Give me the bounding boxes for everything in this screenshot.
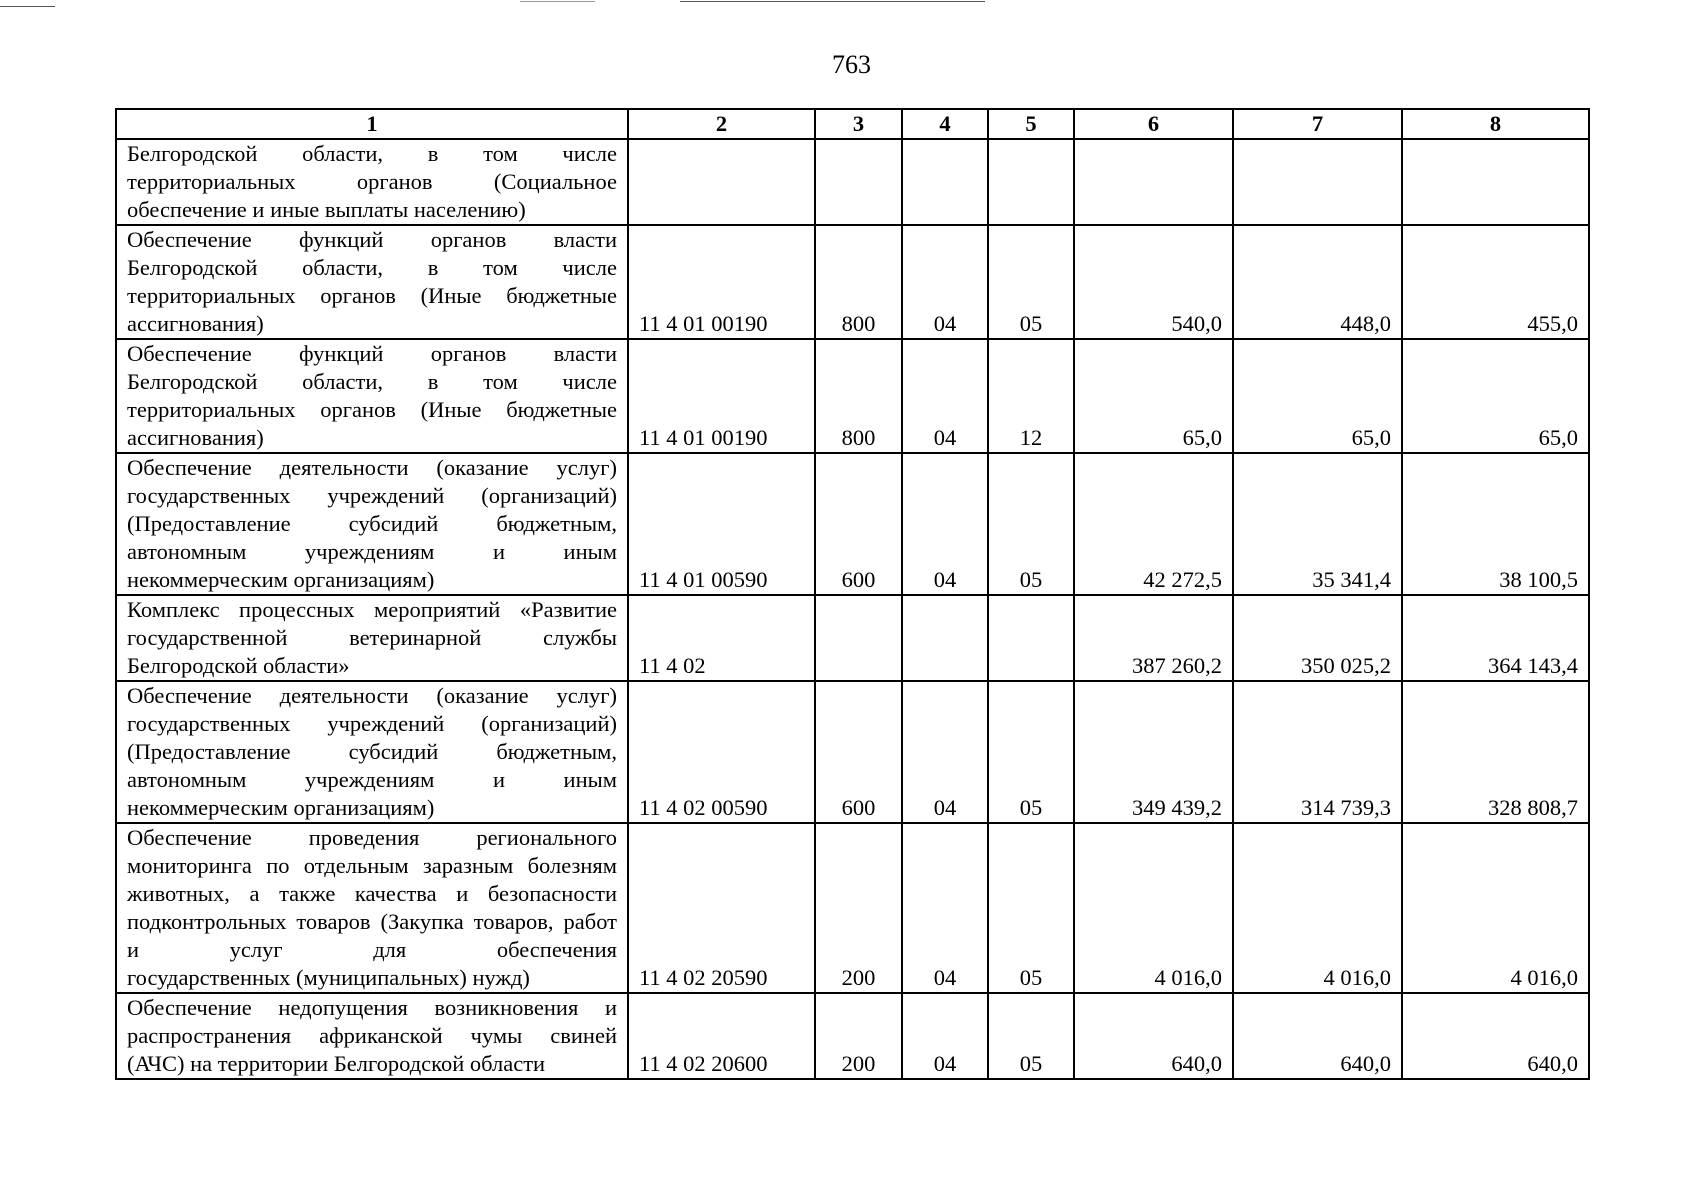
expense-type-cell: 600 — [815, 453, 902, 595]
header-cell: 7 — [1233, 109, 1402, 139]
description-line: Комплекс процессных мероприятий «Развитие — [127, 597, 617, 622]
header-cell: 2 — [628, 109, 815, 139]
section-cell: 04 — [902, 453, 988, 595]
description-line: территориальных органов (Социальное — [127, 169, 617, 194]
row-description — [116, 453, 628, 595]
row-description — [116, 139, 628, 225]
code-cell: 11 4 02 — [628, 595, 815, 681]
table-row — [116, 823, 1589, 993]
description-line: Белгородской области, в том числе — [127, 255, 617, 280]
expense-type-cell — [815, 139, 902, 225]
table-row — [116, 339, 1589, 453]
description-line: животных, а также качества и безопасности — [127, 881, 617, 906]
description-line: ассигнования) — [127, 311, 264, 336]
amount-cell: 350 025,2 — [1233, 595, 1402, 681]
amount-cell: 364 143,4 — [1402, 595, 1589, 681]
amount-cell: 35 341,4 — [1233, 453, 1402, 595]
amount-cell: 448,0 — [1233, 225, 1402, 339]
row-description — [116, 339, 628, 453]
amount-cell: 65,0 — [1233, 339, 1402, 453]
amount-cell: 640,0 — [1074, 993, 1233, 1079]
description-line: Обеспечение проведения регионального — [127, 825, 617, 850]
code-cell — [628, 139, 815, 225]
description-line: Белгородской области, в том числе — [127, 369, 617, 394]
description-line: автономным учреждениям и иным — [127, 767, 617, 792]
row-description — [116, 225, 628, 339]
amount-cell: 314 739,3 — [1233, 681, 1402, 823]
amount-cell: 42 272,5 — [1074, 453, 1233, 595]
section-cell: 04 — [902, 225, 988, 339]
table-row — [116, 993, 1589, 1079]
amount-cell: 4 016,0 — [1074, 823, 1233, 993]
section-cell: 04 — [902, 823, 988, 993]
description-line: территориальных органов (Иные бюджетные — [127, 397, 617, 422]
amount-cell — [1074, 139, 1233, 225]
description-line: (АЧС) на территории Белгородской области — [127, 1051, 546, 1076]
description-line: государственных учреждений (организаций) — [127, 711, 617, 736]
description-line: Обеспечение функций органов власти — [127, 341, 617, 366]
code-cell: 11 4 01 00190 — [628, 339, 815, 453]
header-cell: 5 — [988, 109, 1074, 139]
expense-type-cell: 800 — [815, 225, 902, 339]
budget-table — [115, 108, 1590, 1080]
amount-cell: 65,0 — [1402, 339, 1589, 453]
scan-artifact-line — [680, 1, 985, 2]
table-row — [116, 681, 1589, 823]
subsection-cell: 05 — [988, 823, 1074, 993]
amount-cell — [1402, 139, 1589, 225]
header-cell: 1 — [116, 109, 628, 139]
amount-cell: 349 439,2 — [1074, 681, 1233, 823]
code-cell: 11 4 01 00190 — [628, 225, 815, 339]
code-cell: 11 4 02 00590 — [628, 681, 815, 823]
description-line: Обеспечение функций органов власти — [127, 227, 617, 252]
amount-cell: 540,0 — [1074, 225, 1233, 339]
description-line: распространения африканской чумы свиней — [127, 1023, 617, 1048]
amount-cell: 38 100,5 — [1402, 453, 1589, 595]
description-line: Обеспечение недопущения возникновения и — [127, 995, 617, 1020]
scan-artifact-line — [0, 6, 55, 7]
code-cell: 11 4 02 20600 — [628, 993, 815, 1079]
subsection-cell: 05 — [988, 681, 1074, 823]
amount-cell: 65,0 — [1074, 339, 1233, 453]
amount-cell — [1233, 139, 1402, 225]
description-line: государственных учреждений (организаций) — [127, 483, 617, 508]
description-line: автономным учреждениям и иным — [127, 539, 617, 564]
header-cell: 8 — [1402, 109, 1589, 139]
expense-type-cell: 200 — [815, 823, 902, 993]
section-cell: 04 — [902, 993, 988, 1079]
header-cell: 3 — [815, 109, 902, 139]
subsection-cell: 05 — [988, 225, 1074, 339]
description-line: некоммерческим организациям) — [127, 567, 435, 592]
expense-type-cell: 600 — [815, 681, 902, 823]
expense-type-cell — [815, 595, 902, 681]
description-line: мониторинга по отдельным заразным болезням — [127, 853, 617, 878]
subsection-cell — [988, 595, 1074, 681]
header-cell: 6 — [1074, 109, 1233, 139]
description-line: подконтрольных товаров (Закупка товаров, — [127, 909, 554, 934]
section-cell — [902, 139, 988, 225]
amount-cell: 387 260,2 — [1074, 595, 1233, 681]
description-line: Обеспечение деятельности (оказание услуг) — [127, 683, 617, 708]
subsection-cell: 05 — [988, 993, 1074, 1079]
description-line: (Предоставление субсидий бюджетным, — [127, 511, 617, 536]
amount-cell: 640,0 — [1402, 993, 1589, 1079]
amount-cell: 455,0 — [1402, 225, 1589, 339]
amount-cell: 328 808,7 — [1402, 681, 1589, 823]
expense-type-cell: 800 — [815, 339, 902, 453]
subsection-cell — [988, 139, 1074, 225]
amount-cell: 640,0 — [1233, 993, 1402, 1079]
row-description — [116, 993, 628, 1079]
row-description — [116, 823, 628, 993]
expense-type-cell: 200 — [815, 993, 902, 1079]
table-row — [116, 225, 1589, 339]
description-line: территориальных органов (Иные бюджетные — [127, 283, 617, 308]
row-description — [116, 595, 628, 681]
section-cell: 04 — [902, 681, 988, 823]
description-line: обеспечение и иные выплаты населению) — [127, 197, 526, 222]
row-description — [116, 681, 628, 823]
amount-cell: 4 016,0 — [1233, 823, 1402, 993]
scan-artifact-line — [520, 1, 595, 2]
description-line: работ и услуг для обеспечения — [127, 909, 618, 962]
code-cell: 11 4 02 20590 — [628, 823, 815, 993]
section-cell — [902, 595, 988, 681]
subsection-cell: 12 — [988, 339, 1074, 453]
section-cell: 04 — [902, 339, 988, 453]
description-line: некоммерческим организациям) — [127, 795, 435, 820]
subsection-cell: 05 — [988, 453, 1074, 595]
code-cell: 11 4 01 00590 — [628, 453, 815, 595]
description-line: ассигнования) — [127, 425, 264, 450]
description-line: Белгородской области, в том числе — [127, 141, 617, 166]
description-line: государственных (муниципальных) нужд) — [127, 965, 530, 990]
header-cell: 4 — [902, 109, 988, 139]
description-line: Белгородской области» — [127, 653, 350, 678]
page-number: 763 — [832, 50, 871, 79]
description-line: (Предоставление субсидий бюджетным, — [127, 739, 617, 764]
description-line: Обеспечение деятельности (оказание услуг) — [127, 455, 617, 480]
amount-cell: 4 016,0 — [1402, 823, 1589, 993]
description-line: государственной ветеринарной службы — [127, 625, 617, 650]
table-row — [116, 595, 1589, 681]
table-row — [116, 139, 1589, 225]
table-row — [116, 453, 1589, 595]
table-header-row — [116, 109, 1589, 139]
